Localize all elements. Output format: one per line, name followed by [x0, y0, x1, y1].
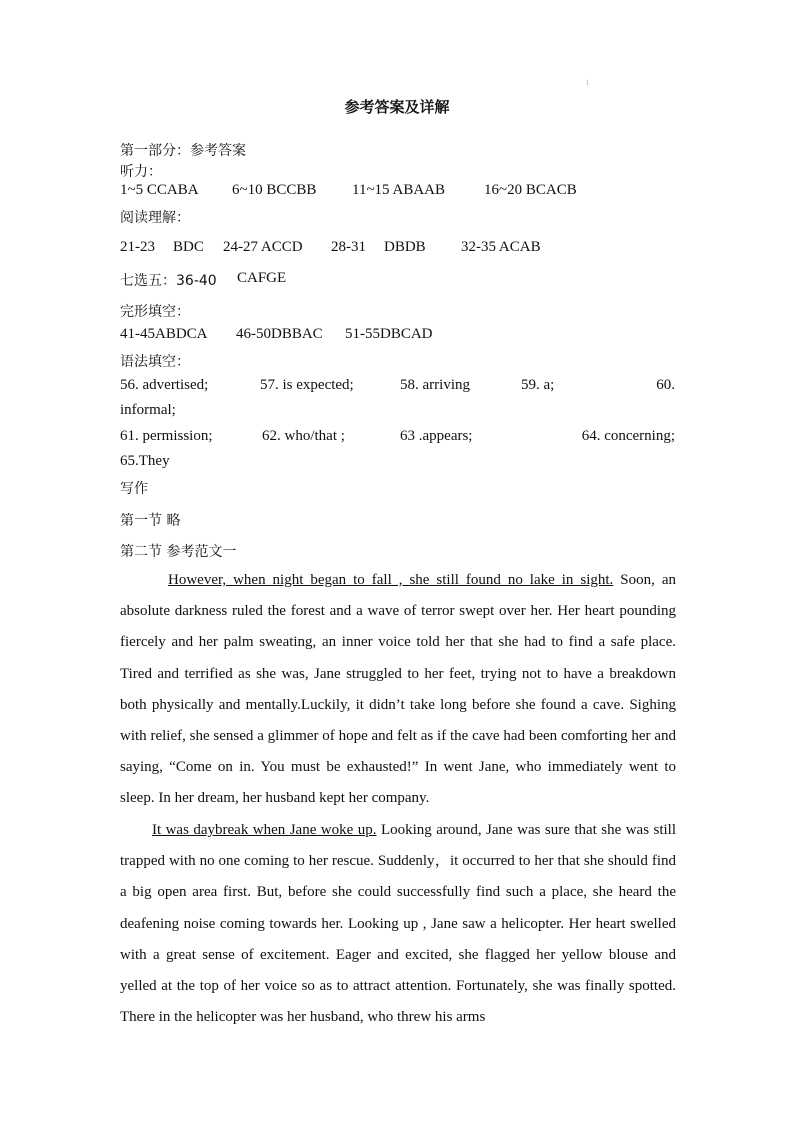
- reading-range-28-31: 28-31: [331, 239, 366, 255]
- reading-24-27: 24-27 ACCD: [223, 239, 303, 255]
- para1-text: Soon, an absolute darkness ruled the forest and a wave of terror swept over her. Her heart pounding fiercely and her palm sweating, an inner voice told her that she had to find a safe place. Tired and terrified as she was, Jane struggled to her feet, trying not to have a breakdown both physically and mentally.Luckily, it didn’t take long before she found a cave. Sighing with relief, she sensed a glimmer of hope and felt as if the cave had been comforting her and saying, “Come on in. You must be exhausted!” In went Jane, who immediately went to sleep. In her dream, her husband kept her company.: [120, 572, 676, 807]
- listening-11-15: 11~15 ABAAB: [352, 182, 445, 198]
- sample-essay-paragraph-2: [120, 815, 676, 1033]
- grammar-63: 63 .appears;: [400, 428, 473, 444]
- seven-choose-five-label: 七选五：36-40: [120, 273, 217, 289]
- seven-choose-five-answer: CAFGE: [237, 270, 287, 286]
- grammar-62: 62. who/that ;: [262, 428, 345, 444]
- grammar-60-answer: informal;: [120, 402, 176, 418]
- listening-1-5: 1~5 CCABA: [120, 182, 199, 198]
- page-title: 参考答案及详解: [344, 98, 450, 116]
- grammar-label: 语法填空：: [120, 354, 190, 370]
- cloze-46-50: 46-50DBBAC: [236, 326, 323, 342]
- cloze-41-45: 41-45ABDCA: [120, 326, 208, 342]
- reading-28-31: DBDB: [384, 239, 426, 255]
- listening-16-20: 16~20 BCACB: [484, 182, 577, 198]
- listening-6-10: 6~10 BCCBB: [232, 182, 317, 198]
- seven-choose-five: [120, 270, 675, 290]
- grammar-65: 65.They: [120, 453, 170, 469]
- para1-underlined-sentence: However, when night began to fall , she still found no lake in sight.: [168, 572, 614, 588]
- reading-label: 阅读理解：: [120, 210, 190, 226]
- grammar-64: 64. concerning;: [581, 428, 675, 444]
- cloze-answers: [120, 326, 675, 346]
- reading-answers: [120, 239, 675, 259]
- grammar-58: 58. arriving: [400, 377, 470, 393]
- reading-21-23: BDC: [173, 239, 204, 255]
- part1-header: 第一部分：参考答案: [120, 143, 246, 159]
- grammar-row-1: [120, 377, 675, 397]
- cloze-51-55: 51-55DBCAD: [345, 326, 433, 342]
- grammar-57: 57. is expected;: [260, 377, 354, 393]
- cloze-label: 完形填空：: [120, 304, 190, 320]
- grammar-59: 59. a;: [521, 377, 555, 393]
- reading-32-35: 32-35 ACAB: [461, 239, 541, 255]
- listening-answers: [120, 182, 675, 202]
- corner-mark: ⁝: [586, 78, 589, 87]
- grammar-row-2: [120, 428, 675, 448]
- writing-section-2: 第二节 参考范文一: [120, 544, 237, 560]
- listening-label: 听力：: [120, 164, 162, 180]
- writing-section-1: 第一节 略: [120, 513, 181, 529]
- grammar-61: 61. permission;: [120, 428, 213, 444]
- para2-text: Looking around, Jane was sure that she was still trapped with no one coming to her rescue. Suddenly，it occurred to her that she should find a big open area first. But, before she could successfully find such a place, she heard the deafening noise coming towards her. Looking up , Jane saw a helicopter. Her heart swelled with a great sense of excitement. Eager and excited, she flagged her yellow blouse and yelled at the top of her voice so as to attract attention. Fortunately, she was finally spotted. There in the helicopter was her husband, who threw his arms: [120, 822, 677, 1026]
- sample-essay-paragraph-1: [120, 565, 676, 815]
- reading-range-21-23: 21-23: [120, 239, 155, 255]
- writing-label: 写作: [120, 481, 148, 497]
- grammar-56: 56. advertised;: [120, 377, 209, 393]
- grammar-60-number: 60.: [656, 377, 675, 393]
- para2-underlined-sentence: It was daybreak when Jane woke up.: [152, 822, 377, 838]
